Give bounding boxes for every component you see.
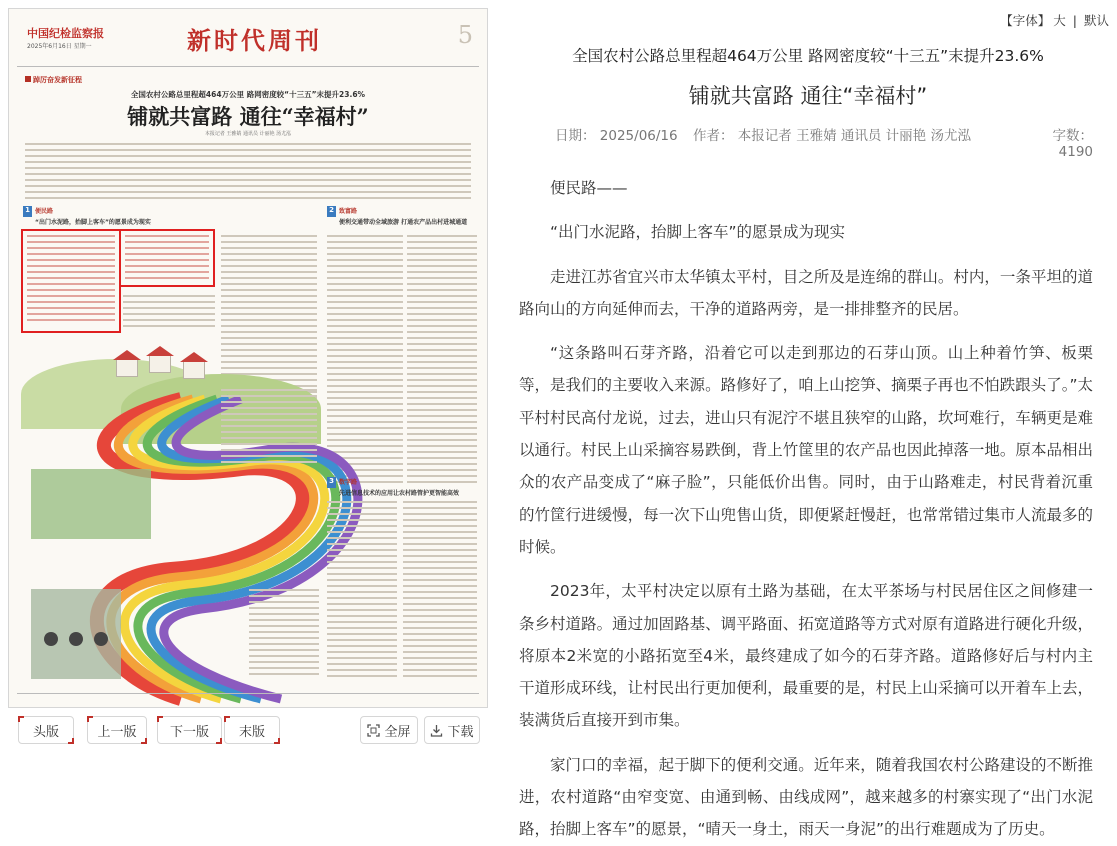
fullscreen-label: 全屏 xyxy=(384,724,411,740)
section-3-text xyxy=(327,501,397,681)
article-author: 作者： 本报记者 王雅婧 通讯员 计丽艳 汤尤泓 xyxy=(693,128,971,144)
article-date: 日期： 2025/06/16 xyxy=(555,128,678,144)
font-default-link[interactable]: 默认 xyxy=(1083,13,1109,28)
section-3-text-2 xyxy=(403,501,477,681)
newspaper-page-image[interactable] xyxy=(8,8,488,708)
page-navigation xyxy=(18,716,488,746)
next-page-button[interactable] xyxy=(157,716,222,744)
masthead-name: 中国纪检监察报 xyxy=(27,27,104,40)
section-1-label: 便民路 xyxy=(35,208,54,215)
font-separator: | xyxy=(1072,13,1077,28)
download-label: 下载 xyxy=(447,724,474,740)
next-page-label: 下一版 xyxy=(169,724,209,740)
font-label: 【字体】 xyxy=(1000,13,1051,28)
section-2-label: 致富路 xyxy=(339,208,358,215)
last-page-button[interactable] xyxy=(224,716,280,744)
section-1-title: “出门水泥路，抬脚上客车”的愿景成为现实 xyxy=(35,219,151,226)
article-body xyxy=(519,172,1093,846)
article-paragraph: “出门水泥路，抬脚上客车”的愿景成为现实 xyxy=(550,223,846,242)
masthead-date: 2025年6月16日 星期一 xyxy=(27,43,92,50)
footer-rule xyxy=(17,693,479,694)
section-1-text-2 xyxy=(125,235,209,283)
section-2-text-2 xyxy=(407,235,477,487)
section-3-label: 数字路 xyxy=(339,479,358,486)
article-paragraph: 便民路—— xyxy=(550,179,628,197)
masthead xyxy=(17,19,479,67)
fullscreen-icon xyxy=(367,724,380,737)
section-2-text-3 xyxy=(221,389,317,467)
section-1-text-3 xyxy=(123,295,215,331)
lead-byline: 本报记者 王雅婧 通讯员 计丽艳 汤尤泓 xyxy=(204,131,292,137)
article-paragraph: 家门口的幸福，起于脚下的便利交通。近年来，随着我国农村公路建设的不断推进，农村道路“由窄变宽、由通到畅、由线成网”，越来越多的村寨实现了“出门水泥路，抬脚上客车”的愿景，“晴天一身土，雨天一身泥”的出行难题成为了历史。 xyxy=(519,755,1093,839)
section-2-title: 便利交通带动全域旅游 打通农产品出村进城通道 xyxy=(339,219,468,226)
article-paragraph: 2023年，太平村决定以原有土路为基础，在太平茶场与村民居住区之间修建一条乡村道路。通过加固路基、调平路面、拓宽道路等方式对原有道路进行硬化升级，将原本2米宽的小路拓宽至4米，最终建成了如今的石芽齐路。道路修好后与村内主干道形成环线，让村民出行更加便利，最重要的是，村民上山采摘可以开着车上去，装满货后直接开到市集。 xyxy=(519,582,1093,730)
prev-page-label: 上一版 xyxy=(97,724,137,740)
last-page-label: 末版 xyxy=(238,724,265,740)
download-icon xyxy=(430,724,443,737)
first-page-label: 头版 xyxy=(32,724,59,740)
column-banner: 踔厉奋发新征程 xyxy=(25,75,82,85)
lead-title[interactable]: 铺就共富路 通往“幸福村” xyxy=(127,104,369,129)
article-paragraph: 走进江苏省宜兴市太华镇太平村，目之所及是连绵的群山。村内，一条平坦的道路向山的方向延伸而去，干净的道路两旁，是一排排整齐的民居。 xyxy=(519,267,1093,318)
page-number: 5 xyxy=(457,21,473,49)
article-subtitle: 全国农村公路总里程超464万公里 路网密度较“十三五”末提升23.6% xyxy=(572,47,1044,65)
section-2-text xyxy=(327,235,403,487)
section-1-header[interactable]: 1 便民路 “出门水泥路，抬脚上客车”的愿景成为现实 xyxy=(23,206,151,226)
lead-subtitle[interactable]: 全国农村公路总里程超464万公里 路网密度较“十三五”末提升23.6% xyxy=(130,90,366,99)
fullscreen-button[interactable] xyxy=(360,716,418,744)
section-3-title: 先进信息技术的应用让农村路管护更智能高效 xyxy=(339,490,460,497)
intro-text-block[interactable] xyxy=(25,143,471,203)
article-word-count: 字数： 4190 xyxy=(1052,128,1093,160)
font-large-link[interactable]: 大 xyxy=(1053,13,1066,28)
article-paragraph: “这条路叫石芽齐路，沿着它可以走到那边的石芽山顶。山上种着竹笋、板栗等，是我们的主要收入来源。路修好了，咱上山挖笋、摘栗子再也不怕跌跟头了。”太平村村民高付龙说，过去，进山只有泥泞不堪且狭窄的山路，坎坷难行，车辆更是难以通行。村民上山采摘容易跌倒，背上竹筐里的农产品也因此掉落一地。原本品相出众的农产品变成了“麻子脸”，只能低价出售。同时，由于山路难走，村民背着沉重的竹筐行进缓慢，每一次下山兜售山货，即便紧赶慢赶，也常常错过集市人流最多的时候。 xyxy=(519,344,1093,556)
edition-title: 新时代周刊 xyxy=(187,26,322,55)
download-button[interactable] xyxy=(424,716,480,744)
photo-caption-text xyxy=(249,589,319,679)
section-2-header[interactable]: 2 致富路 便利交通带动全域旅游 打通农产品出村进城通道 xyxy=(327,206,467,226)
first-page-button[interactable] xyxy=(18,716,74,744)
section-3-header[interactable]: 3 数字路 先进信息技术的应用让农村路管护更智能高效 xyxy=(327,477,459,497)
article-meta xyxy=(555,124,1093,160)
prev-page-button[interactable] xyxy=(87,716,147,744)
font-size-control xyxy=(997,11,1109,29)
article-title: 铺就共富路 通往“幸福村” xyxy=(688,84,928,108)
section-1-text xyxy=(27,235,115,325)
